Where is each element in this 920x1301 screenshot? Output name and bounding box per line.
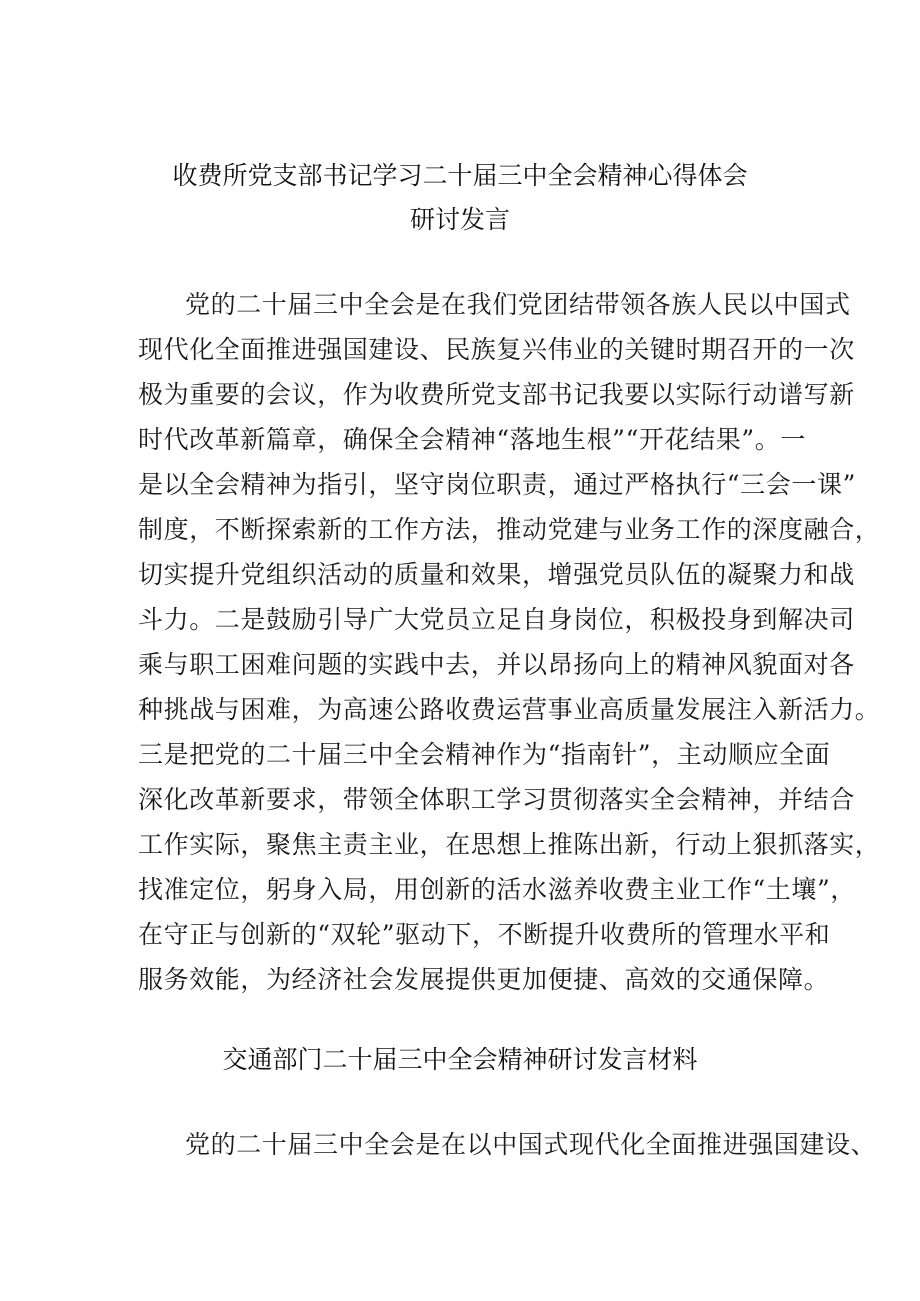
- paragraph-line: 深化改革新要求，带领全体职工学习贯彻落实全会精神，并结合: [138, 785, 855, 814]
- paragraph-line: 三是把党的二十届三中全会精神作为“指南针”，主动顺应全面: [138, 740, 831, 769]
- paragraph-line: 现代化全面推进强国建设、民族复兴伟业的关键时期召开的一次: [138, 335, 855, 364]
- paragraph-line: 切实提升党组织活动的质量和效果，增强党员队伍的凝聚力和战: [138, 560, 855, 589]
- section1-title-line2: 研讨发言: [409, 205, 510, 234]
- paragraph-line: 时代改革新篇章，确保全会精神“落地生根”“开花结果”。一: [138, 425, 806, 454]
- paragraph-line: 党的二十届三中全会是在我们党团结带领各族人民以中国式: [185, 290, 851, 319]
- section1-title-line1: 收费所党支部书记学习二十届三中全会精神心得体会: [172, 161, 748, 190]
- paragraph-line: 服务效能，为经济社会发展提供更加便捷、高效的交通保障。: [138, 965, 830, 994]
- paragraph-line: 极为重要的会议，作为收费所党支部书记我要以实际行动谱写新: [138, 380, 855, 409]
- paragraph-line: 是以全会精神为指引，坚守岗位职责，通过严格执行“三会一课”: [138, 470, 856, 499]
- paragraph-line: 在守正与创新的“双轮”驱动下，不断提升收费所的管理水平和: [138, 920, 831, 949]
- paragraph-line: 党的二十届三中全会是在以中国式现代化全面推进强国建设、: [185, 1130, 877, 1159]
- paragraph-line: 种挑战与困难，为高速公路收费运营事业高质量发展注入新活力。: [138, 695, 881, 724]
- paragraph-line: 斗力。二是鼓励引导广大党员立足自身岗位，积极投身到解决司: [138, 605, 855, 634]
- paragraph-line: 制度，不断探索新的工作方法，推动党建与业务工作的深度融合，: [138, 515, 881, 544]
- section2-title: 交通部门二十届三中全会精神研讨发言材料: [222, 1045, 698, 1074]
- paragraph-line: 乘与职工困难问题的实践中去，并以昂扬向上的精神风貌面对各: [138, 650, 855, 679]
- paragraph-line: 工作实际，聚焦主责主业，在思想上推陈出新，行动上狠抓落实，: [138, 830, 881, 859]
- paragraph-line: 找准定位，躬身入局，用创新的活水滋养收费主业工作“土壤”，: [138, 875, 856, 904]
